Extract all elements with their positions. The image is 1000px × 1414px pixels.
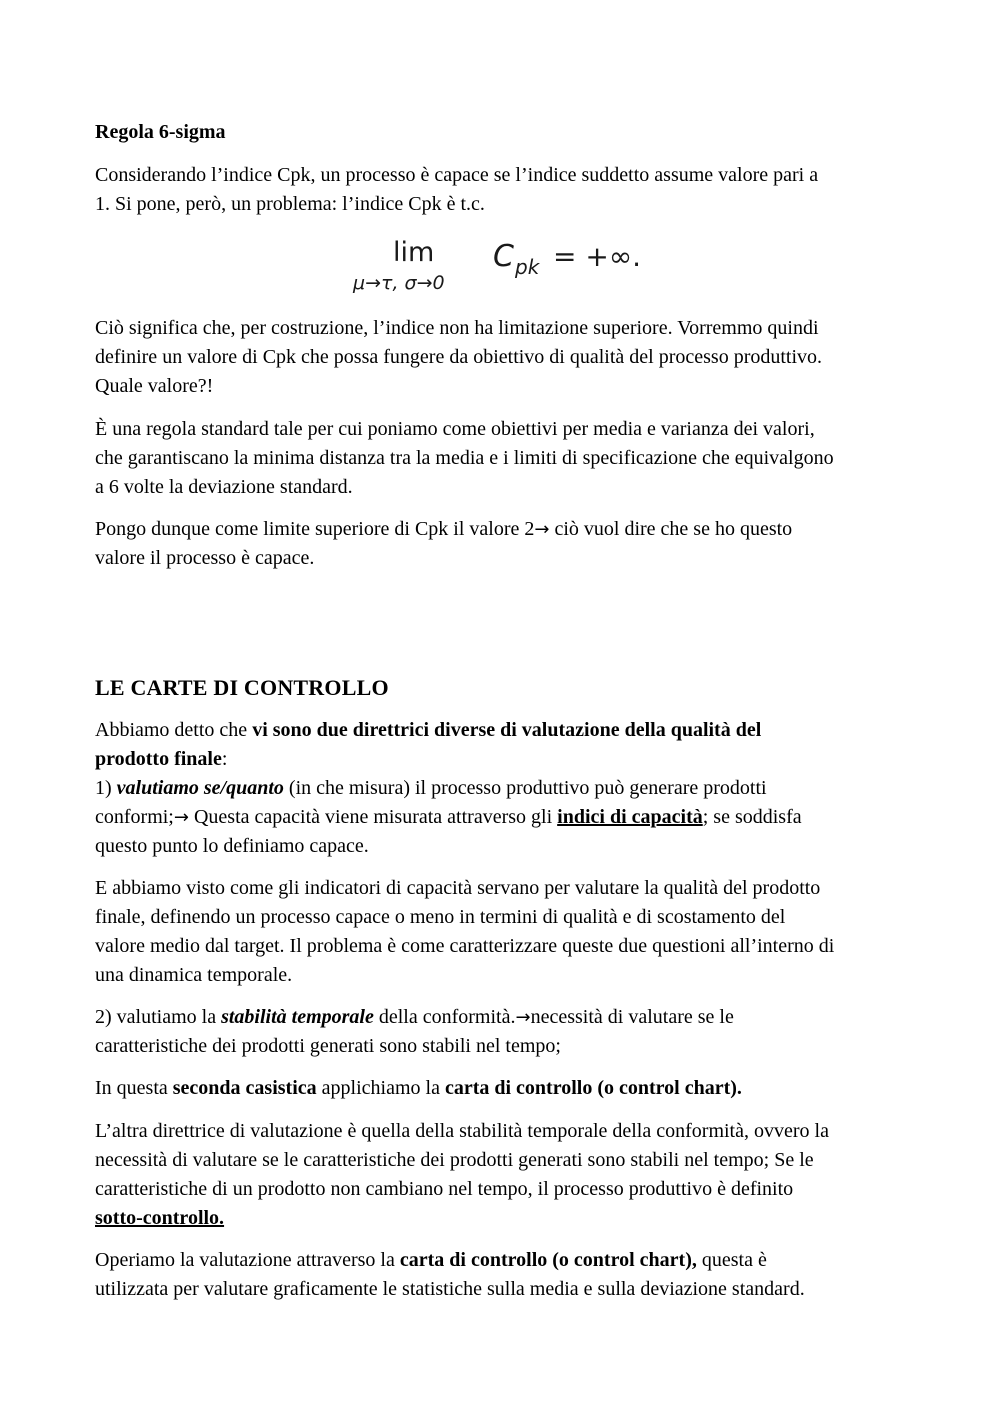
text-run: ; se soddisfa	[702, 806, 802, 828]
text-run: della conformità.	[373, 1006, 516, 1028]
paragraph-no-upper-limit	[95, 314, 910, 401]
section-heading-carte-di-controllo: LE CARTE DI CONTROLLO	[95, 675, 389, 700]
text-line	[95, 803, 910, 832]
text-line	[95, 1204, 910, 1233]
text-run: In questa	[95, 1077, 173, 1099]
text-run: Questa capacità viene misurata attraverso gli	[188, 806, 558, 828]
text-run-bold: seconda casistica	[172, 1077, 317, 1099]
text-line: E abbiamo visto come gli indicatori di capacità servano per valutare la qualità del prodotto	[95, 877, 821, 899]
arrow-icon: →	[515, 1007, 531, 1028]
text-line: valore medio dal target. Il problema è come caratterizzare queste due questioni all’interno di	[95, 935, 835, 957]
text-line: che garantiscano la minima distanza tra la media e i limiti di specificazione che equivalgono	[95, 447, 834, 469]
text-run: ciò vuol dire che se ho questo	[549, 518, 793, 540]
text-line	[95, 716, 910, 745]
arrow-icon: →	[534, 519, 550, 540]
text-run: (in che misura) il processo produttivo può generare prodotti	[283, 777, 767, 799]
text-line: L’altra direttrice di valutazione è quella della stabilità temporale della conformità, ovvero la	[95, 1120, 829, 1142]
formula-lim: lim	[393, 237, 435, 268]
text-run: Operiamo la valutazione attraverso la	[95, 1249, 400, 1271]
paragraph-under-control	[95, 1117, 910, 1233]
paragraph-upper-limit-2	[95, 515, 910, 573]
text-line: una dinamica temporale.	[95, 964, 293, 986]
section-heading-6-sigma: Regola 6-sigma	[95, 121, 226, 143]
formula-result: = +∞.	[553, 240, 642, 273]
text-line: Ciò significa che, per costruzione, l’indice non ha limitazione superiore. Vorremmo quindi	[95, 317, 819, 339]
text-run-bold: carta di controllo (o control chart),	[399, 1249, 697, 1271]
text-run-bold: vi sono due direttrici diverse di valutazione della qualità del	[252, 719, 762, 741]
text-line: Quale valore?!	[95, 375, 214, 397]
text-run-bold-italic: valutiamo se/quanto	[116, 777, 284, 799]
text-run: applichiamo la	[316, 1077, 445, 1099]
paragraph-control-chart-evaluation	[95, 1246, 910, 1304]
text-line	[95, 745, 910, 774]
text-line: definire un valore di Cpk che possa fungere da obiettivo di qualità del processo produttivo.	[95, 346, 823, 368]
text-line: caratteristiche di un prodotto non cambiano nel tempo, il processo produttivo è definito	[95, 1178, 794, 1200]
limit-formula	[353, 238, 673, 300]
formula-c-subscript: pk	[515, 255, 540, 279]
text-run-bold-italic: stabilità temporale	[221, 1006, 374, 1028]
text-run: Pongo dunque come limite superiore di Cpk il valore 2	[95, 518, 535, 540]
text-line: necessità di valutare se le caratteristiche dei prodotti generati sono stabili nel tempo; Se le	[95, 1149, 814, 1171]
text-line: a 6 volte la deviazione standard.	[95, 476, 353, 498]
text-run-bold-underline: indici di capacità	[557, 806, 703, 828]
arrow-icon: →	[173, 807, 189, 828]
text-run-bold-underline: sotto-controllo.	[95, 1207, 225, 1229]
text-line	[95, 774, 910, 803]
paragraph-two-directions	[95, 716, 910, 861]
text-run-bold: carta di controllo (o control chart).	[444, 1077, 742, 1099]
paragraph-cpk-intro	[95, 161, 910, 219]
text-line: caratteristiche dei prodotti generati sono stabili nel tempo;	[95, 1035, 561, 1057]
text-run: questa è	[696, 1249, 767, 1271]
text-run: :	[221, 748, 228, 770]
text-line	[95, 1246, 910, 1275]
text-run: conformi;	[95, 806, 174, 828]
paragraph-temporal-stability	[95, 1003, 910, 1061]
formula-limit-subscript: μ→τ, σ→0	[353, 272, 445, 294]
text-run-bold: prodotto finale	[95, 748, 222, 770]
text-line: È una regola standard tale per cui poniamo come obiettivi per media e varianza dei valori,	[95, 418, 815, 440]
text-line	[95, 515, 910, 544]
text-line: Considerando l’indice Cpk, un processo è capace se l’indice suddetto assume valore pari a	[95, 164, 819, 186]
text-run: 2) valutiamo la	[95, 1006, 222, 1028]
paragraph-capability-indicators	[95, 874, 910, 990]
text-line: questo punto lo definiamo capace.	[95, 835, 369, 857]
paragraph-second-case	[95, 1074, 910, 1103]
formula-c: C	[493, 239, 514, 274]
text-run: Abbiamo detto che	[95, 719, 253, 741]
text-run: 1)	[95, 777, 117, 799]
text-run: necessità di valutare se le	[530, 1006, 734, 1028]
text-line: 1. Si pone, però, un problema: l’indice Cpk è t.c.	[95, 193, 485, 215]
text-line: valore il processo è capace.	[95, 547, 315, 569]
text-line: finale, definendo un processo capace o meno in termini di qualità e di scostamento del	[95, 906, 786, 928]
text-line	[95, 1003, 910, 1032]
text-line: utilizzata per valutare graficamente le statistiche sulla media e sulla deviazione standard.	[95, 1278, 805, 1300]
paragraph-standard-rule	[95, 415, 910, 502]
text-line	[95, 1074, 910, 1103]
